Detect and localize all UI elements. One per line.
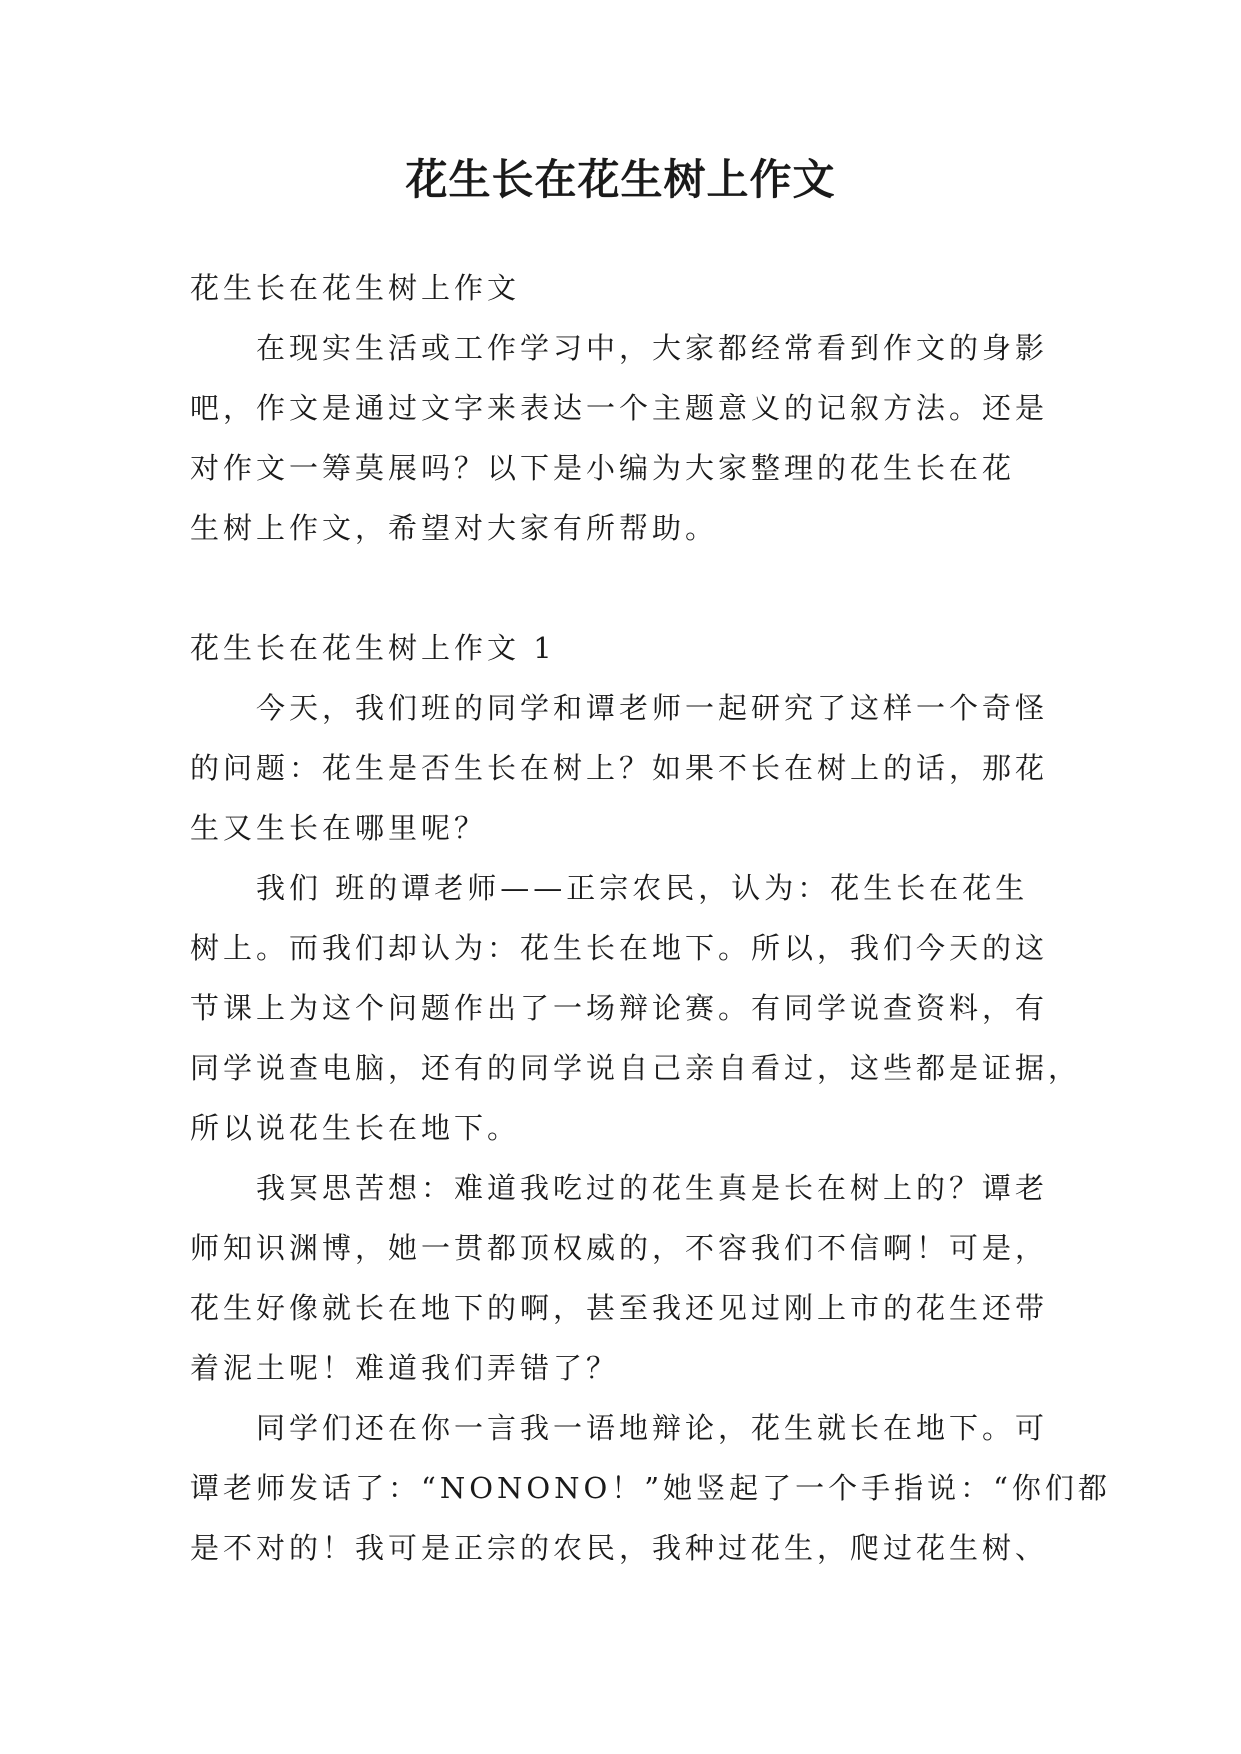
text-line: 是不对的！我可是正宗的农民，我种过花生，爬过花生树、: [190, 1531, 1049, 1565]
text-line: 树上。而我们却认为：花生长在地下。所以，我们今天的这: [190, 931, 1049, 965]
document-title: 花生长在花生树上作文: [405, 155, 836, 204]
text-line: 师知识渊博，她一贯都顶权威的，不容我们不信啊！可是，: [190, 1231, 1049, 1265]
text-line: 生树上作文，希望对大家有所帮助。: [190, 511, 719, 545]
text-line: 着泥土呢！难道我们弄错了？: [190, 1351, 620, 1385]
text-line: 同学们还在你一言我一语地辩论，花生就长在地下。可: [256, 1411, 1049, 1445]
text-line: 对作文一筹莫展吗？以下是小编为大家整理的花生长在花: [190, 451, 1016, 485]
text-line: 在现实生活或工作学习中，大家都经常看到作文的身影: [256, 331, 1049, 365]
text-line: 我冥思苦想：难道我吃过的花生真是长在树上的？谭老: [256, 1171, 1049, 1205]
paragraph-gap: [190, 558, 1050, 618]
text-line: 生又生长在哪里呢？: [190, 811, 488, 845]
text-line: 所以说花生长在地下。: [190, 1111, 521, 1145]
text-line: 节课上为这个问题作出了一场辩论赛。有同学说查资料，有: [190, 991, 1049, 1025]
text-line: 我们 班的谭老师——正宗农民，认为：花生长在花生: [256, 871, 1029, 905]
text-line: 花生长在花生树上作文: [190, 271, 521, 305]
text-line: 吧，作文是通过文字来表达一个主题意义的记叙方法。还是: [190, 391, 1049, 425]
text-line: 谭老师发话了：“NONONO！”她竖起了一个手指说：“你们都: [190, 1471, 1111, 1505]
text-line: 同学说查电脑，还有的同学说自己亲自看过，这些都是证据，: [190, 1051, 1082, 1085]
text-line: 花生好像就长在地下的啊，甚至我还见过刚上市的花生还带: [190, 1291, 1049, 1325]
text-line: 的问题：花生是否生长在树上？如果不长在树上的话，那花: [190, 751, 1049, 785]
document-body: [190, 258, 1111, 1578]
text-line: 今天，我们班的同学和谭老师一起研究了这样一个奇怪: [256, 691, 1049, 725]
text-line: 花生长在花生树上作文 1: [190, 631, 556, 665]
